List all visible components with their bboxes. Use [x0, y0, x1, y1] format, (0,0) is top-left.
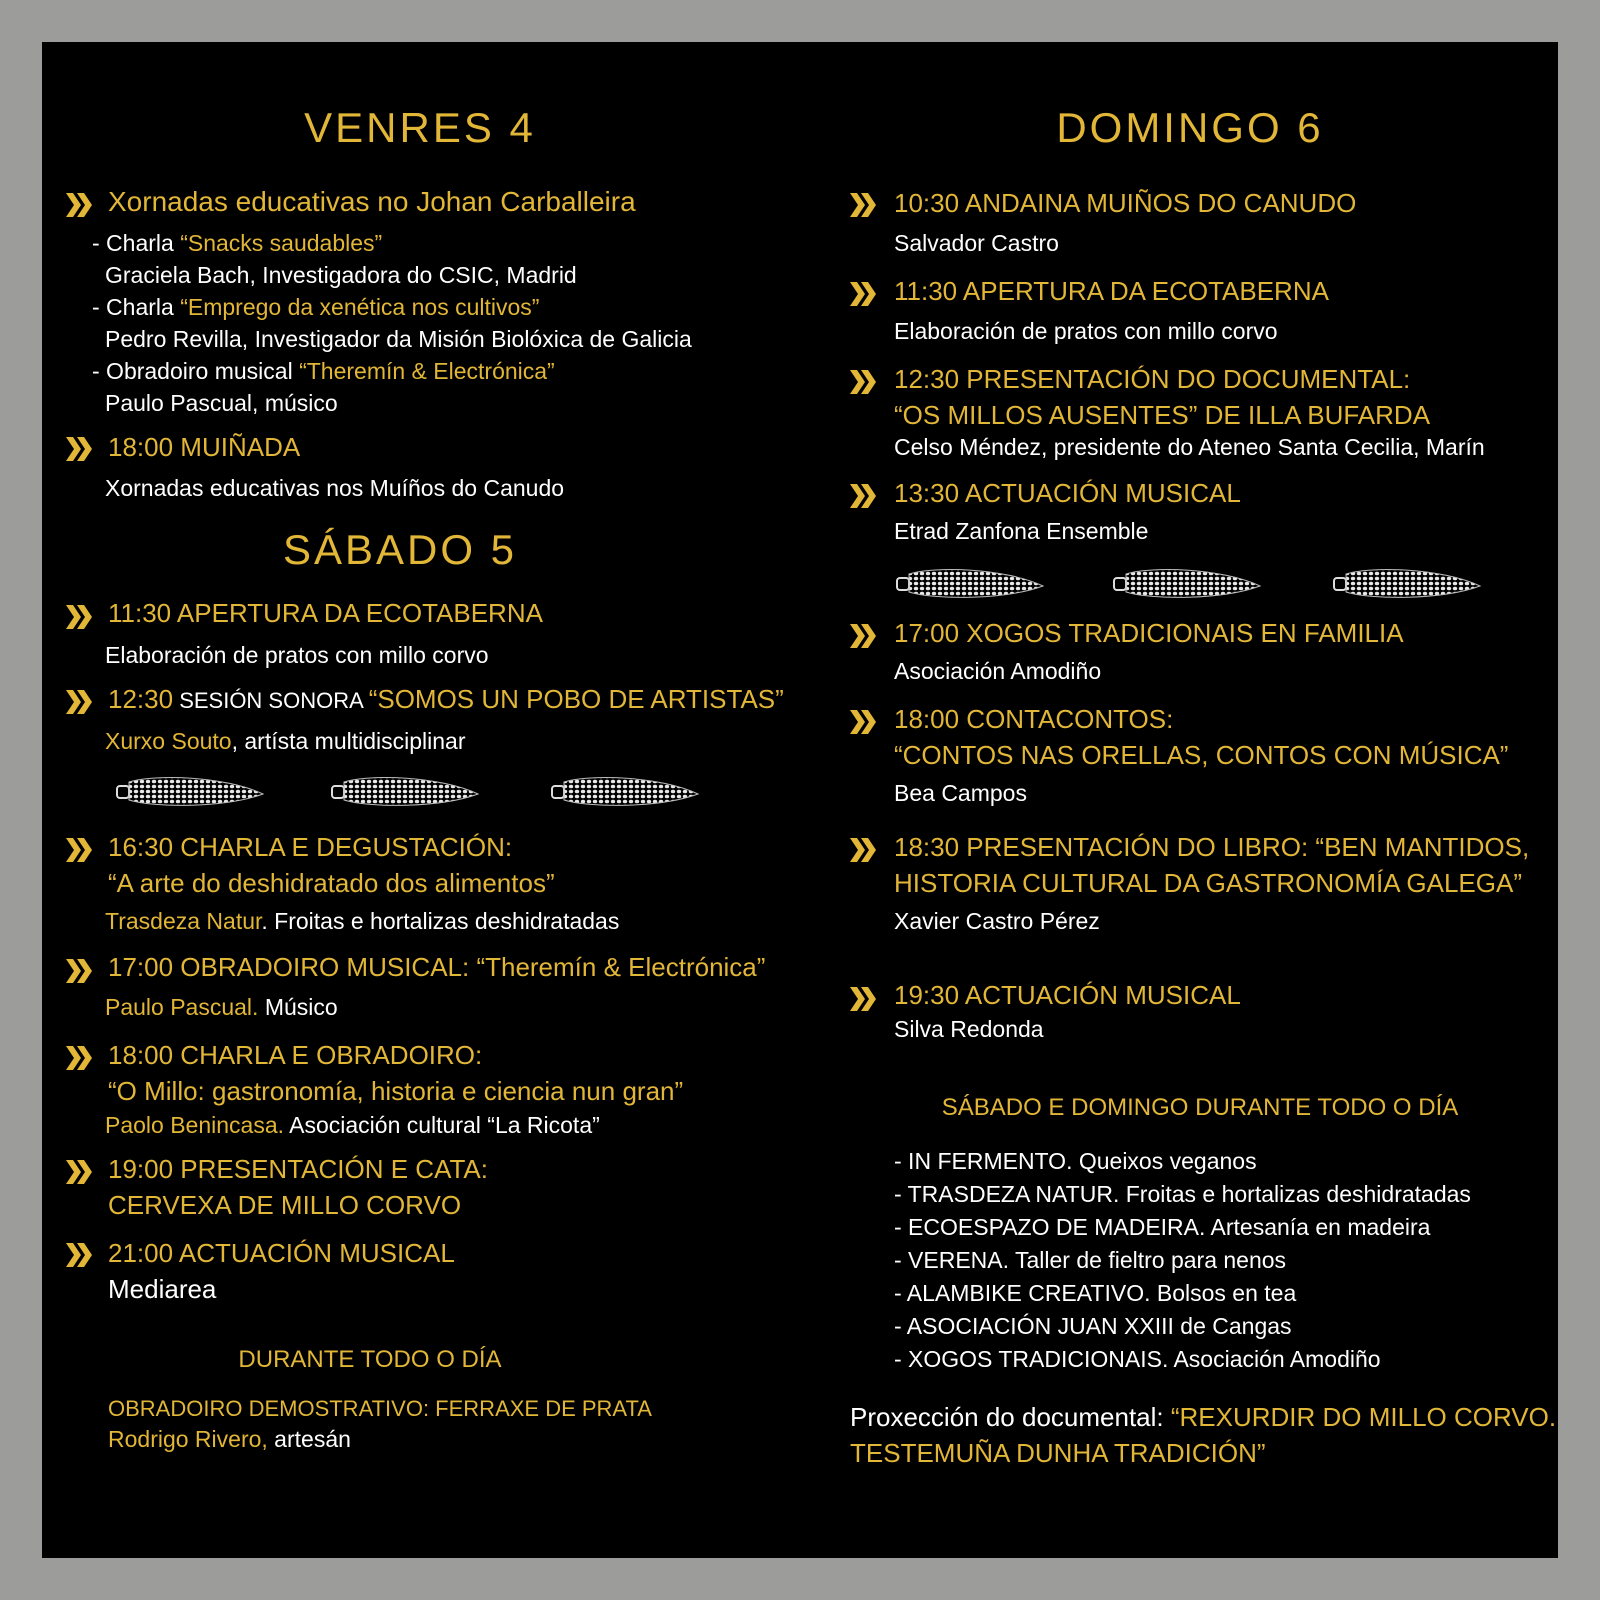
double-chevron-right-icon	[850, 370, 876, 394]
double-chevron-right-icon	[850, 193, 876, 217]
event-title: 10:30 ANDAINA MUIÑOS DO CANUDO	[894, 188, 1357, 218]
event-detail: Salvador Castro	[894, 230, 1059, 256]
event-title: 17:00 XOGOS TRADICIONAIS EN FAMILIA	[894, 618, 1404, 648]
event-title: 11:30 APERTURA DA ECOTABERNA	[894, 276, 1329, 306]
artisan-name: Rodrigo Rivero,	[108, 1426, 268, 1452]
double-chevron-right-icon	[850, 484, 876, 508]
event-subtitle: “O Millo: gastronomía, historia e ciencia nun gran”	[108, 1076, 684, 1106]
event-detail	[105, 1112, 600, 1139]
double-chevron-right-icon	[850, 624, 876, 648]
double-chevron-right-icon	[66, 838, 92, 862]
double-chevron-right-icon	[850, 710, 876, 734]
exhibitor-desc: . Froitas e hortalizas deshidratadas	[261, 908, 620, 934]
weekend-heading: SÁBADO E DOMINGO DURANTE TODO O DÍA	[941, 1094, 1459, 1121]
performer-name: Xurxo Souto	[105, 728, 232, 754]
talk-title: “Snacks saudables”	[180, 230, 383, 256]
exhibitor-item: - VERENA. Taller de fieltro para nenos	[894, 1247, 1287, 1273]
talk-speaker: Graciela Bach, Investigadora do CSIC, Madrid	[105, 262, 577, 288]
corn-cob-icon	[330, 774, 480, 808]
event-detail: Bea Campos	[894, 780, 1027, 806]
event-detail: Elaboración de pratos con millo corvo	[105, 642, 489, 668]
day-heading-sabado: SÁBADO 5	[282, 526, 518, 573]
event-subtitle: “CONTOS NAS ORELLAS, CONTOS CON MÚSICA”	[894, 740, 1509, 770]
exhibitor-name: Trasdeza Natur	[105, 908, 262, 934]
workshop-label: - Obradoiro musical	[92, 358, 300, 384]
artisan-role: artesán	[267, 1426, 351, 1452]
corn-cob-icon	[115, 774, 265, 808]
event-title: 18:30 PRESENTACIÓN DO LIBRO: “BEN MANTIDOS,	[894, 832, 1530, 862]
double-chevron-right-icon	[850, 838, 876, 862]
event-detail: Xavier Castro Pérez	[894, 908, 1100, 934]
workshop-line	[92, 358, 555, 385]
event-detail: Asociación Amodiño	[894, 658, 1102, 684]
double-chevron-right-icon	[66, 605, 92, 629]
talk-speaker: Pedro Revilla, Investigador da Misión Biolóxica de Galicia	[105, 326, 692, 352]
performer-role: , artísta multidisciplinar	[231, 728, 466, 754]
event-title: 19:00 PRESENTACIÓN E CATA:	[108, 1154, 488, 1184]
corn-cob-icon	[550, 774, 700, 808]
event-detail	[105, 728, 466, 755]
corn-cob-icon	[1112, 566, 1262, 600]
double-chevron-right-icon	[850, 282, 876, 306]
projection-title: “REXURDIR DO MILLO CORVO.	[1170, 1402, 1557, 1432]
double-chevron-right-icon	[66, 1160, 92, 1184]
projection-title-cont: TESTEMUÑA DUNHA TRADICIÓN”	[850, 1438, 1266, 1468]
projection-line	[850, 1402, 1556, 1433]
exhibitor-item: - ASOCIACIÓN JUAN XXIII de Cangas	[894, 1313, 1292, 1339]
talk-line	[92, 230, 382, 257]
day-heading-venres: VENRES 4	[304, 104, 536, 151]
event-detail	[105, 908, 619, 935]
corn-cob-icon	[895, 566, 1045, 600]
double-chevron-right-icon	[66, 690, 92, 714]
event-subtitle: HISTORIA CULTURAL DA GASTRONOMÍA GALEGA”	[894, 868, 1522, 898]
double-chevron-right-icon	[66, 193, 92, 217]
all-day-title: OBRADOIRO DEMOSTRATIVO: FERRAXE DE PRATA	[108, 1396, 652, 1421]
day-heading-domingo: DOMINGO 6	[1056, 104, 1324, 151]
event-detail: Etrad Zanfona Ensemble	[894, 518, 1149, 544]
double-chevron-right-icon	[66, 1046, 92, 1070]
event-title: 11:30 APERTURA DA ECOTABERNA	[108, 598, 543, 628]
event-title: 18:00 MUIÑADA	[108, 432, 301, 462]
workshop-speaker: Paulo Pascual, músico	[105, 390, 338, 416]
exhibitor-item: - XOGOS TRADICIONAIS. Asociación Amodiño	[894, 1346, 1381, 1372]
double-chevron-right-icon	[66, 437, 92, 461]
event-title: 18:00 CONTACONTOS:	[894, 704, 1174, 734]
projection-label: Proxección do documental:	[850, 1402, 1171, 1432]
event-detail	[105, 994, 338, 1021]
event-quote: “SOMOS UN POBO DE ARTISTAS”	[368, 684, 784, 714]
speaker-name: Paolo Benincasa.	[105, 1112, 285, 1138]
talk-title: “Emprego da xenética nos cultivos”	[180, 294, 540, 320]
event-detail: Celso Méndez, presidente do Ateneo Santa Cecilia, Marín	[894, 434, 1485, 460]
event-type: SESIÓN SONORA	[173, 688, 369, 713]
exhibitor-item: - IN FERMENTO. Queixos veganos	[894, 1148, 1257, 1174]
event-detail: Xornadas educativas nos Muíños do Canudo	[105, 475, 565, 501]
event-title: 18:00 CHARLA E OBRADOIRO:	[108, 1040, 483, 1070]
event-time: 12:30	[108, 684, 174, 714]
speaker-org: Asociación cultural “La Ricota”	[284, 1112, 600, 1138]
corn-cob-icon	[1332, 566, 1482, 600]
event-title: 13:30 ACTUACIÓN MUSICAL	[894, 478, 1241, 508]
talk-label: - Charla	[92, 294, 181, 320]
workshop-title: “Theremín & Electrónica”	[299, 358, 555, 384]
event-title: 17:00 OBRADOIRO MUSICAL: “Theremín & Electrónica”	[108, 952, 766, 982]
exhibitor-item: - ECOESPAZO DE MADEIRA. Artesanía en madeira	[894, 1214, 1431, 1240]
event-detail: Silva Redonda	[894, 1016, 1044, 1042]
event-title	[108, 684, 784, 715]
event-subtitle: “OS MILLOS AUSENTES” DE ILLA BUFARDA	[894, 400, 1431, 430]
all-day-detail	[108, 1426, 351, 1453]
event-title: Xornadas educativas no Johan Carballeira	[108, 186, 636, 217]
event-title: 19:30 ACTUACIÓN MUSICAL	[894, 980, 1241, 1010]
event-subtitle: “A arte do deshidratado dos alimentos”	[108, 868, 555, 898]
event-title: 16:30 CHARLA E DEGUSTACIÓN:	[108, 832, 513, 862]
performer-role: Músico	[258, 994, 338, 1020]
talk-label: - Charla	[92, 230, 181, 256]
double-chevron-right-icon	[66, 959, 92, 983]
performer-name: Paulo Pascual.	[105, 994, 259, 1020]
event-title: 12:30 PRESENTACIÓN DO DOCUMENTAL:	[894, 364, 1411, 394]
exhibitor-item: - ALAMBIKE CREATIVO. Bolsos en tea	[894, 1280, 1297, 1306]
all-day-heading: DURANTE TODO O DÍA	[238, 1346, 502, 1373]
talk-line	[92, 294, 539, 321]
event-detail: Mediarea	[108, 1274, 217, 1304]
event-detail: Elaboración de pratos con millo corvo	[894, 318, 1278, 344]
event-subtitle: CERVEXA DE MILLO CORVO	[108, 1190, 462, 1220]
double-chevron-right-icon	[66, 1243, 92, 1267]
event-title: 21:00 ACTUACIÓN MUSICAL	[108, 1238, 455, 1268]
exhibitor-item: - TRASDEZA NATUR. Froitas e hortalizas deshidratadas	[894, 1181, 1471, 1207]
double-chevron-right-icon	[850, 987, 876, 1011]
